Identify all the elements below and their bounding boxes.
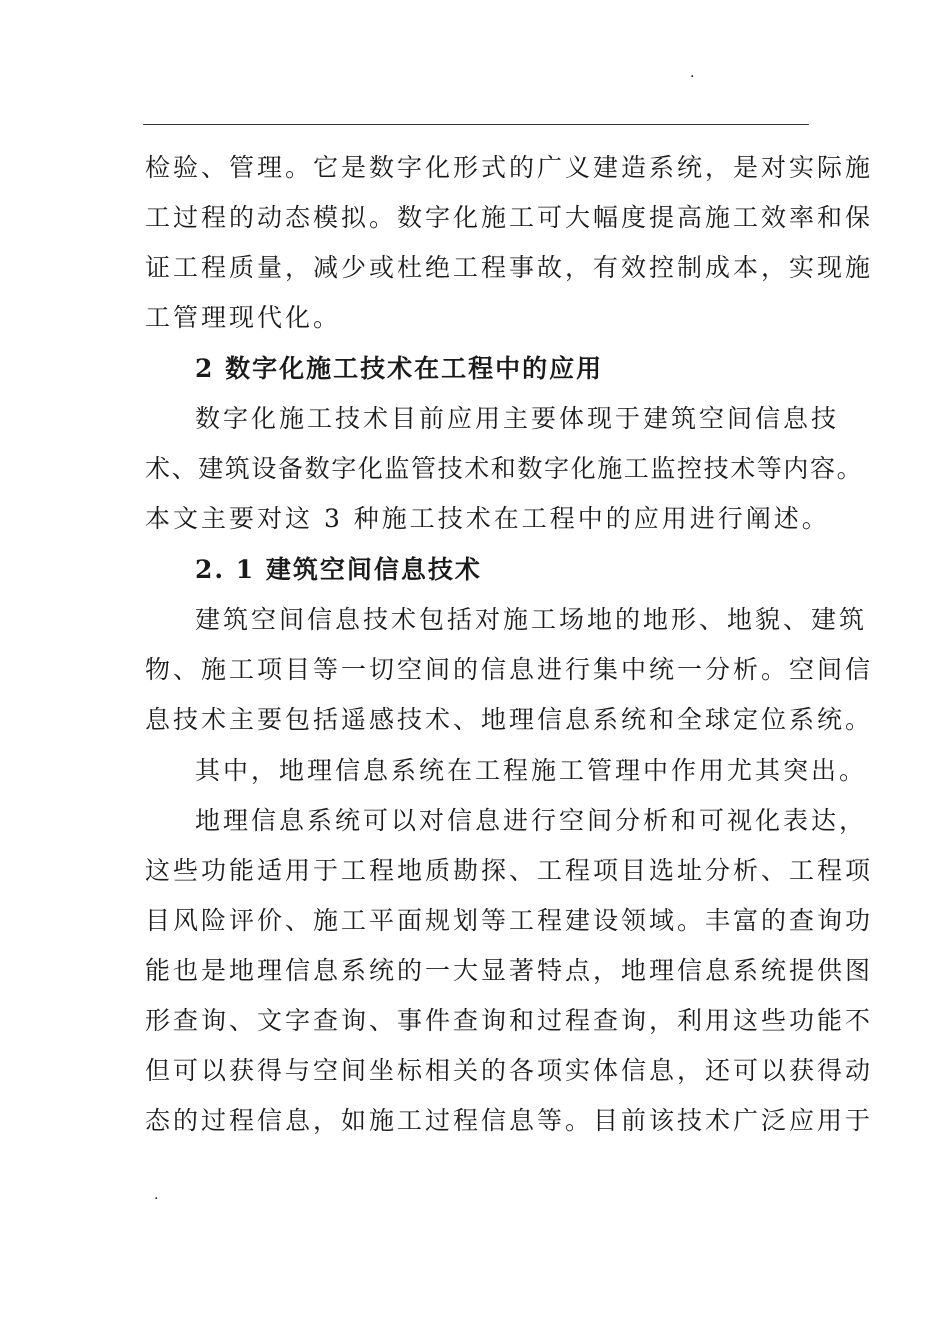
- body-line: 工管理现代化。: [145, 303, 342, 332]
- body-line: 目风险评价、施工平面规划等工程建设领域。丰富的查询功: [145, 906, 874, 935]
- body-line: 这些功能适用于工程地质勘探、工程项目选址分析、工程项: [145, 856, 874, 885]
- body-line: 形查询、文字查询、事件查询和过程查询，利用这些功能不: [145, 1006, 874, 1035]
- body-line: 态的过程信息，如施工过程信息等。目前该技术广泛应用于: [145, 1106, 874, 1135]
- body-line: 但可以获得与空间坐标相关的各项实体信息，还可以获得动: [145, 1056, 874, 1085]
- body-line: 本文主要对这 3 种施工技术在工程中的应用进行阐述。: [145, 504, 830, 533]
- body-line: 术、建筑设备数字化监管技术和数字化施工监控技术等内容。: [145, 454, 864, 483]
- header-mark: .: [690, 65, 695, 81]
- body-line: 证工程质量，减少或杜绝工程事故，有效控制成本，实现施: [145, 253, 874, 282]
- header-divider: [143, 124, 809, 125]
- body-line: 息技术主要包括遥感技术、地理信息系统和全球定位系统。: [145, 705, 874, 734]
- body-line: 地理信息系统可以对信息进行空间分析和可视化表达，: [195, 806, 868, 835]
- body-line: 其中，地理信息系统在工程施工管理中作用尤其突出。: [195, 756, 868, 785]
- body-line: 工过程的动态模拟。数字化施工可大幅度提高施工效率和保: [145, 203, 874, 232]
- body-line: 数字化施工技术目前应用主要体现于建筑空间信息技: [195, 404, 840, 433]
- subsection-heading: 2. 1 建筑空间信息技术: [195, 555, 482, 584]
- body-line: 检验、管理。它是数字化形式的广义建造系统，是对实际施: [145, 153, 874, 182]
- body-line: 物、施工项目等一切空间的信息进行集中统一分析。空间信: [145, 655, 874, 684]
- section-heading: 2 数字化施工技术在工程中的应用: [195, 354, 604, 383]
- body-line: 能也是地理信息系统的一大显著特点，地理信息系统提供图: [145, 956, 874, 985]
- body-line: 建筑空间信息技术包括对施工场地的地形、地貌、建筑: [195, 605, 868, 634]
- footer-mark: .: [154, 1187, 159, 1203]
